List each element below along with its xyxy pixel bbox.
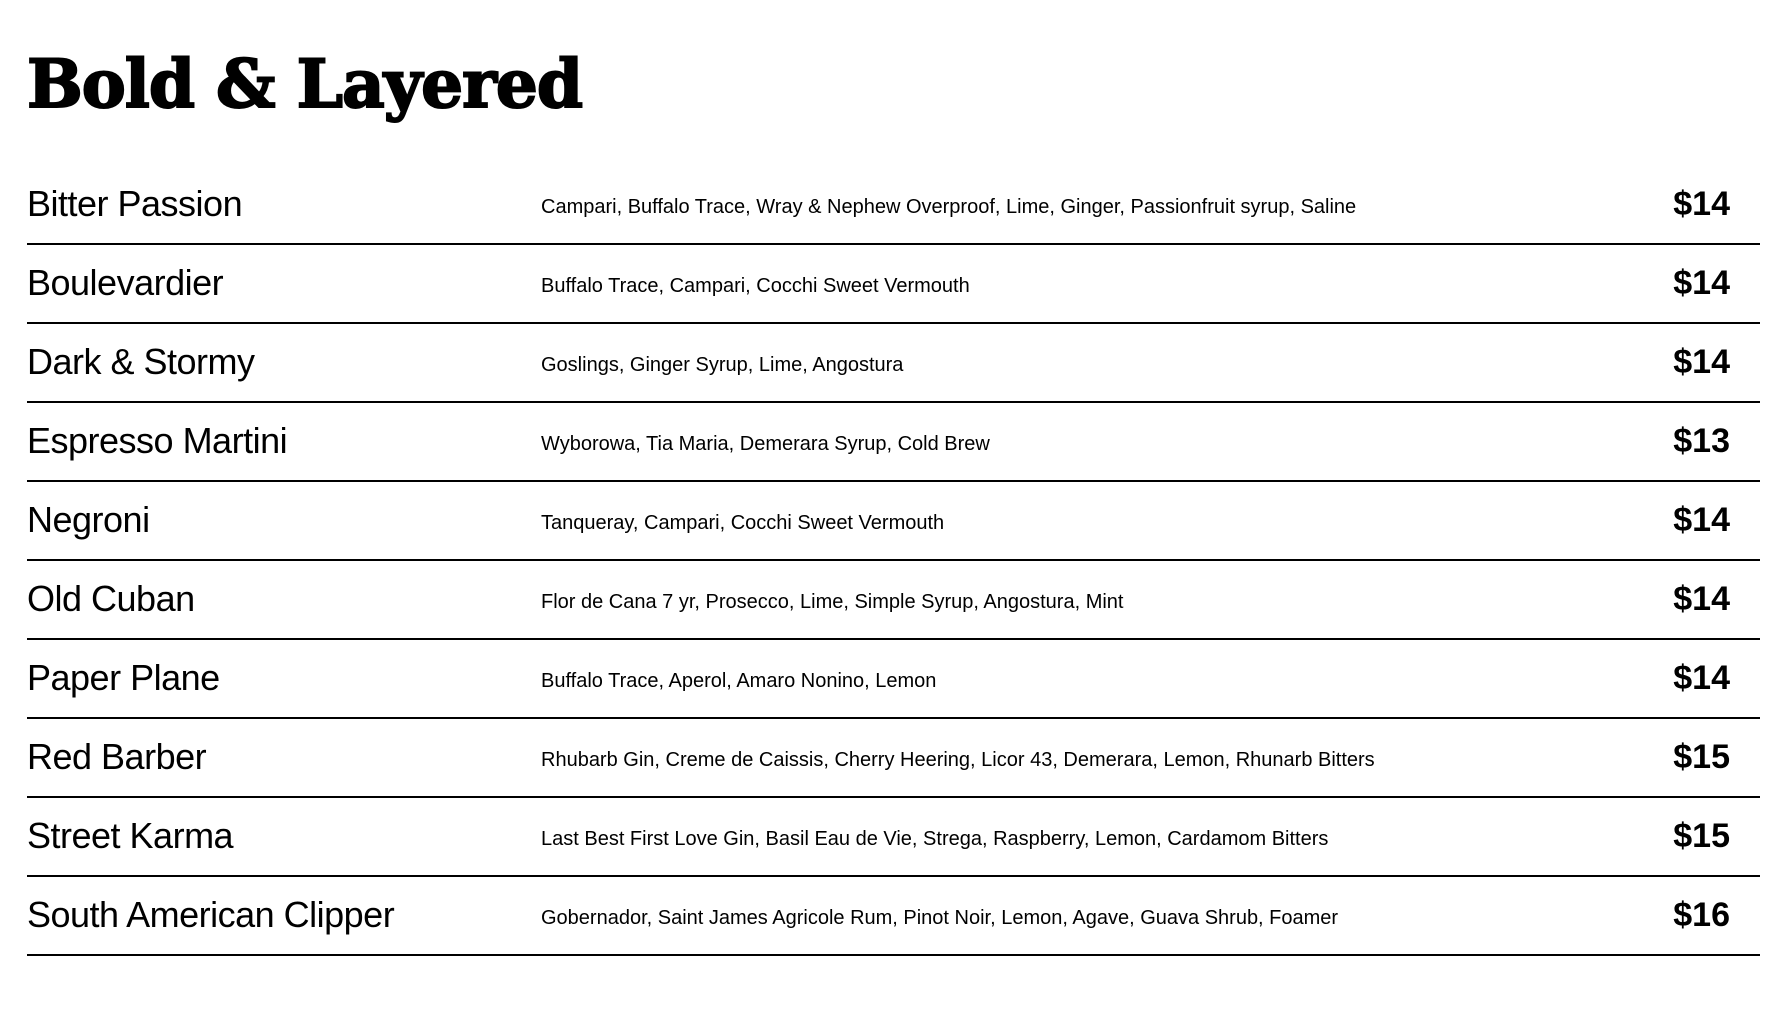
item-name: Street Karma (27, 815, 234, 856)
menu-item (27, 245, 1760, 324)
item-price: $16 (1673, 896, 1730, 934)
item-price: $14 (1673, 185, 1730, 223)
item-price: $14 (1673, 501, 1730, 539)
item-name: South American Clipper (27, 894, 395, 935)
menu-item (27, 166, 1760, 245)
item-name: Bitter Passion (27, 183, 243, 224)
menu-item (27, 798, 1760, 877)
item-price: $14 (1673, 659, 1730, 697)
item-ingredients: Goslings, Ginger Syrup, Lime, Angostura (541, 354, 904, 376)
menu-item (27, 403, 1760, 482)
page-title: Bold & Layered (27, 45, 582, 123)
item-ingredients: Wyborowa, Tia Maria, Demerara Syrup, Cold Brew (541, 433, 990, 455)
menu-item (27, 640, 1760, 719)
item-name: Paper Plane (27, 657, 220, 698)
item-price: $14 (1673, 343, 1730, 381)
menu-item (27, 719, 1760, 798)
item-ingredients: Rhubarb Gin, Creme de Caissis, Cherry Heering, Licor 43, Demerara, Lemon, Rhunarb Bitters (541, 749, 1375, 771)
item-price: $13 (1673, 422, 1730, 460)
menu-item (27, 482, 1760, 561)
item-price: $15 (1673, 817, 1730, 855)
item-ingredients: Gobernador, Saint James Agricole Rum, Pinot Noir, Lemon, Agave, Guava Shrub, Foamer (541, 907, 1339, 929)
menu-item (27, 324, 1760, 403)
item-name: Dark & Stormy (27, 341, 255, 382)
item-name: Red Barber (27, 736, 207, 777)
item-price: $14 (1673, 264, 1730, 302)
item-ingredients: Flor de Cana 7 yr, Prosecco, Lime, Simple Syrup, Angostura, Mint (541, 591, 1124, 613)
item-name: Espresso Martini (27, 420, 288, 461)
menu-item (27, 561, 1760, 640)
item-price: $14 (1673, 580, 1730, 618)
menu-page (27, 0, 1760, 935)
item-ingredients: Buffalo Trace, Aperol, Amaro Nonino, Lemon (541, 670, 937, 692)
item-price: $15 (1673, 738, 1730, 776)
item-name: Negroni (27, 499, 150, 540)
item-ingredients: Tanqueray, Campari, Cocchi Sweet Vermouth (541, 512, 945, 534)
item-ingredients: Buffalo Trace, Campari, Cocchi Sweet Vermouth (541, 275, 970, 297)
cocktail-list (27, 166, 1760, 956)
item-ingredients: Last Best First Love Gin, Basil Eau de Vie, Strega, Raspberry, Lemon, Cardamom Bitters (541, 828, 1329, 850)
item-name: Boulevardier (27, 262, 224, 303)
item-name: Old Cuban (27, 578, 195, 619)
menu-item (27, 877, 1760, 956)
item-ingredients: Campari, Buffalo Trace, Wray & Nephew Overproof, Lime, Ginger, Passionfruit syrup, Saline (541, 196, 1357, 218)
